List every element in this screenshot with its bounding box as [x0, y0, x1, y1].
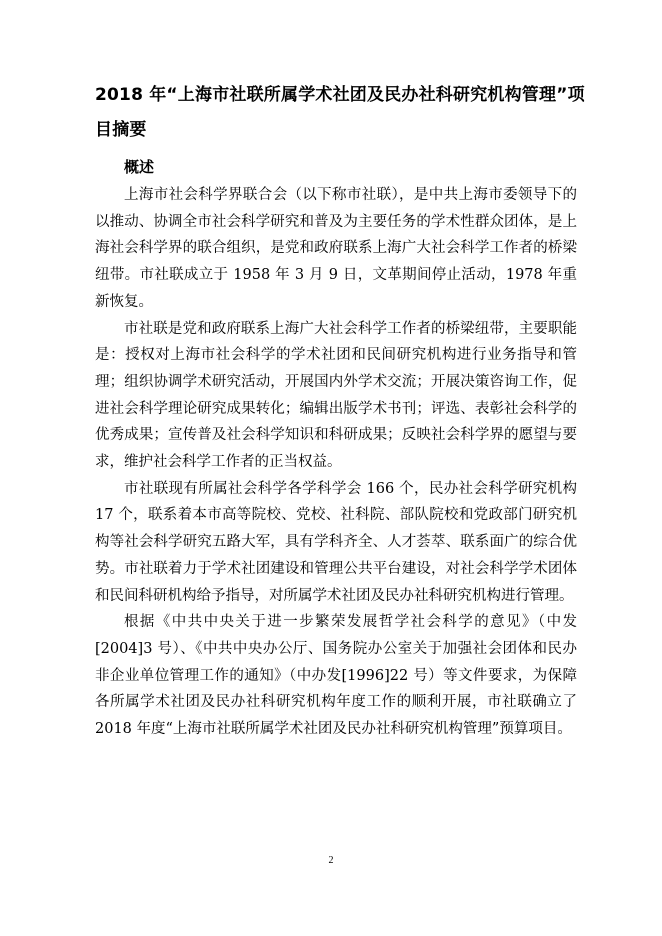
- paragraph-intro: 上海市社会科学界联合会（以下称市社联），是中共上海市委领导下的以推动、协调全市社会科学研究和普及为主要任务的学术性群众团体，是上海社会科学界的联合组织，是党和政府联系上海广大社会科学工作者的桥梁纽带。市社联成立于 1958 年 3 月 9 日，文革期间停止活动，1978 年重新恢复。: [95, 187, 577, 310]
- paragraph-functions: 市社联是党和政府联系上海广大社会科学工作者的桥梁纽带，主要职能是：授权对上海市社会科学的学术社团和民间研究机构进行业务指导和管理；组织协调学术研究活动，开展国内外学术交流；开展决策咨询工作，促进社会科学理论研究成果转化；编辑出版学术书刊；评选、表彰社会科学的优秀成果；宣传普及社会科学知识和科研成果；反映社会科学界的愿望与要求，维护社会科学工作者的正当权益。: [95, 320, 577, 471]
- body-text: [95, 182, 577, 743]
- paragraph-organizations: 市社联现有所属社会科学各学科学会 166 个，民办社会科学研究机构 17 个，联系着本市高等院校、党校、社科院、部队院校和党政部门研究机构等社会科学研究五路大军，具有学科齐全、人才荟萃、联系面广的综合优势。市社联着力于学术社团建设和管理公共平台建设，对社会科学学术团体和民间科研机构给予指导，对所属学术社团及民办社科研究机构进行管理。: [95, 480, 577, 604]
- document-title: 2018 年“上海市社联所属学术社团及民办社科研究机构管理”项目摘要: [95, 85, 585, 140]
- section-heading-overview: 概述: [124, 158, 155, 176]
- page-number: 2: [328, 855, 334, 866]
- paragraph-basis: 根据《中共中央关于进一步繁荣发展哲学社会科学的意见》（中发[2004]3 号）、《中共中央办公厅、国务院办公室关于加强社会团体和民办非企业单位管理工作的通知》（中办发[1996]22 号）等文件要求，为保障各所属学术社团及民办社科研究机构年度工作的顺利开展，市社联确立了 2018 年度“上海市社联所属学术社团及民办社科研究机构管理”预算项目。: [95, 614, 577, 738]
